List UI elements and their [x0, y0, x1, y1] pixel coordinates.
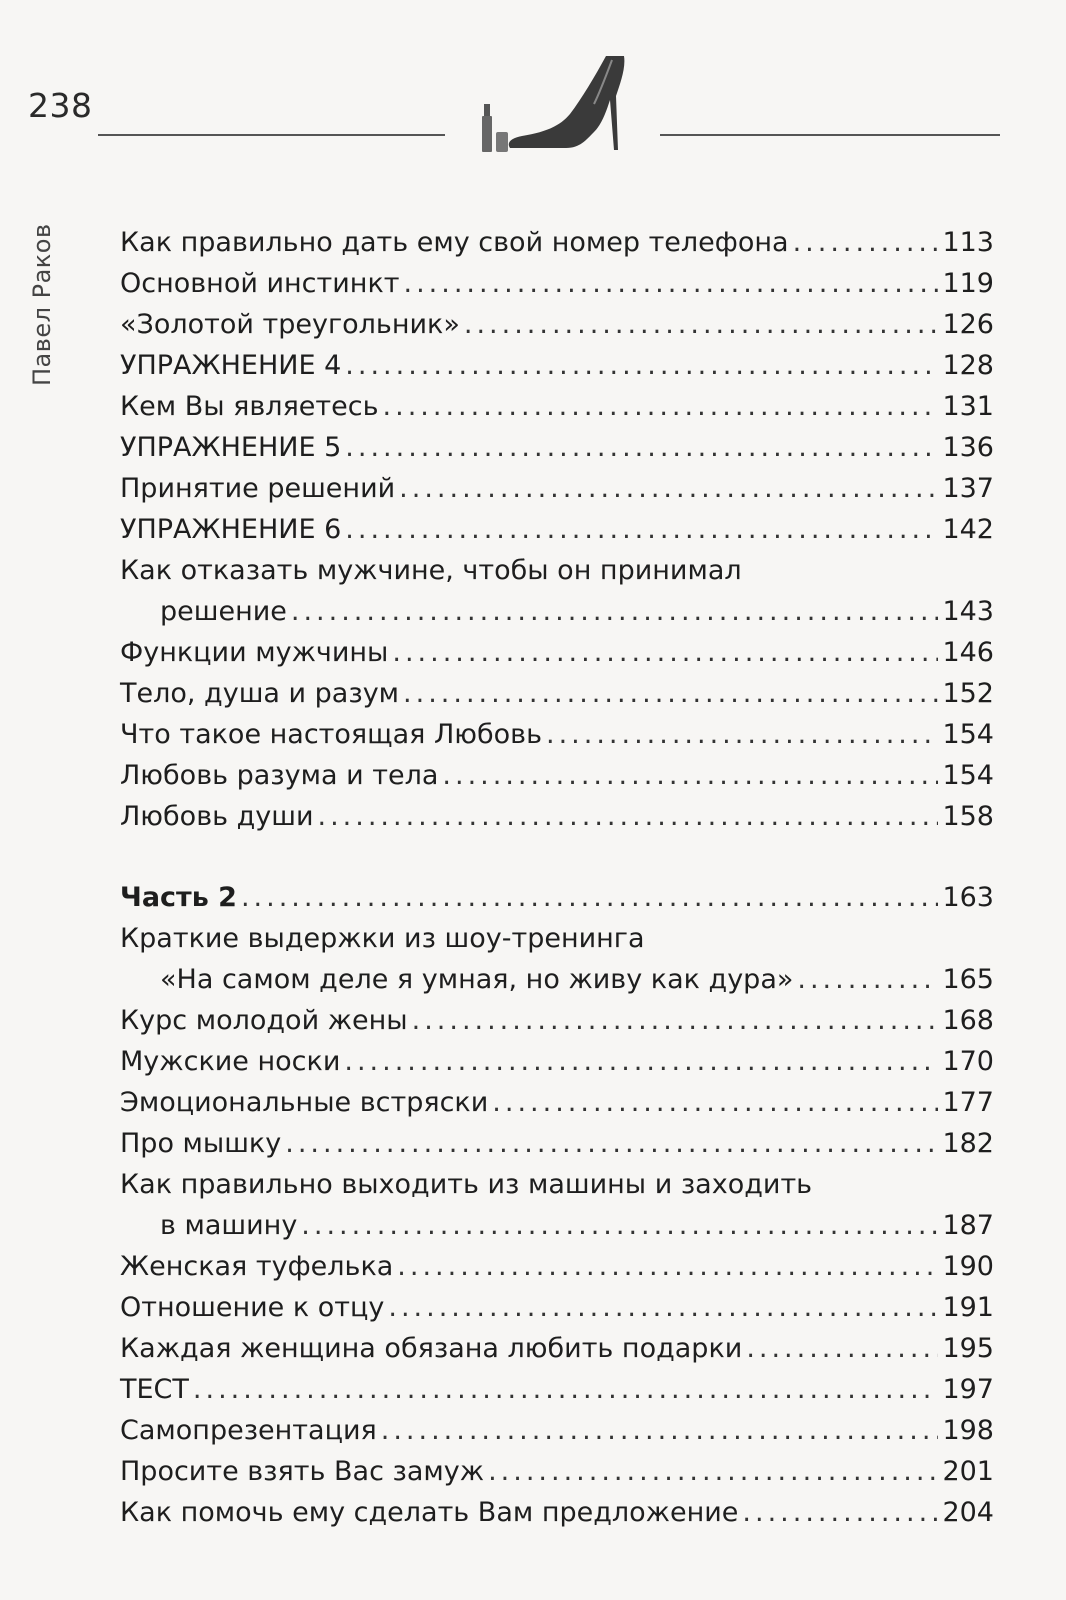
toc-entry — [120, 509, 994, 550]
page-ref: 143 — [942, 596, 994, 627]
entry-title: Тело, душа и разум — [120, 678, 400, 709]
dot-leader — [464, 304, 939, 345]
toc-entry — [120, 550, 994, 632]
toc-entry — [120, 673, 994, 714]
toc-line — [120, 1492, 994, 1533]
entry-title: Как правильно дать ему свой номер телефона — [120, 227, 789, 258]
page-ref: 204 — [942, 1497, 994, 1528]
page-ref: 137 — [942, 473, 994, 504]
toc-entry — [120, 1246, 994, 1287]
dot-leader — [399, 468, 938, 509]
dot-leader — [285, 1123, 938, 1164]
dot-leader — [291, 591, 939, 632]
page-ref: 187 — [942, 1210, 994, 1241]
entry-title: Мужские носки — [120, 1046, 341, 1077]
dot-leader — [488, 1451, 938, 1492]
entry-title: Каждая женщина обязана любить подарки — [120, 1333, 743, 1364]
toc-entry — [120, 386, 994, 427]
toc-entry — [120, 1410, 994, 1451]
toc-line — [120, 1205, 994, 1246]
page-ref: 154 — [942, 760, 994, 791]
page-ref: 182 — [942, 1128, 994, 1159]
entry-title: УПРАЖНЕНИЕ 6 — [120, 514, 342, 545]
page-ref: 195 — [942, 1333, 994, 1364]
dot-leader — [318, 796, 939, 837]
page-number: 238 — [28, 86, 93, 125]
dot-leader — [403, 673, 938, 714]
dot-leader — [383, 386, 939, 427]
header-rule-right — [660, 134, 1000, 136]
toc-line — [120, 509, 994, 550]
entry-title: Что такое настоящая Любовь — [120, 719, 542, 750]
dot-leader — [442, 755, 938, 796]
dot-leader — [546, 714, 938, 755]
entry-title: Женская туфелька — [120, 1251, 394, 1282]
entry-title: Просите взять Вас замуж — [120, 1456, 485, 1487]
toc-entry — [120, 714, 994, 755]
part-title: Часть 2 — [120, 882, 237, 913]
toc-line — [120, 1164, 994, 1205]
entry-title: Отношение к отцу — [120, 1292, 385, 1323]
page-ref: 142 — [942, 514, 994, 545]
table-of-contents — [120, 222, 994, 1533]
toc-entry — [120, 1164, 994, 1246]
toc-part-2-heading — [120, 877, 994, 918]
toc-entry — [120, 796, 994, 837]
toc-line — [120, 1082, 994, 1123]
page-ref: 170 — [942, 1046, 994, 1077]
toc-line — [120, 796, 994, 837]
entry-title: Функции мужчины — [120, 637, 389, 668]
entry-title: «Золотой треугольник» — [120, 309, 460, 340]
toc-line — [120, 591, 994, 632]
toc-line — [120, 263, 994, 304]
page-ref: 165 — [942, 964, 994, 995]
entry-title: Самопрезентация — [120, 1415, 377, 1446]
entry-title: Принятие решений — [120, 473, 396, 504]
page-ref: 177 — [942, 1087, 994, 1118]
page-ref: 158 — [942, 801, 994, 832]
toc-line — [120, 632, 994, 673]
dot-leader — [301, 1205, 938, 1246]
dot-leader — [344, 1041, 938, 1082]
page-ref: 136 — [942, 432, 994, 463]
toc-entry — [120, 1041, 994, 1082]
toc-entry — [120, 304, 994, 345]
dot-leader — [412, 1000, 939, 1041]
toc-line — [120, 1328, 994, 1369]
entry-title: Эмоциональные встряски — [120, 1087, 489, 1118]
toc-entry — [120, 1123, 994, 1164]
toc-line — [120, 427, 994, 468]
toc-entry — [120, 1369, 994, 1410]
entry-title: УПРАЖНЕНИЕ 4 — [120, 350, 342, 381]
page-ref: 197 — [942, 1374, 994, 1405]
toc-entry — [120, 468, 994, 509]
entry-title: Кем Вы являетесь — [120, 391, 379, 422]
dot-leader — [746, 1328, 938, 1369]
entry-title: УПРАЖНЕНИЕ 5 — [120, 432, 342, 463]
dot-leader — [392, 632, 938, 673]
entry-title: в машину — [160, 1210, 298, 1241]
dot-leader — [381, 1410, 939, 1451]
toc-line — [120, 918, 994, 959]
dot-leader — [797, 959, 938, 1000]
dot-leader — [388, 1287, 938, 1328]
toc-line — [120, 673, 994, 714]
entry-title: Про мышку — [120, 1128, 282, 1159]
page-ref: 201 — [942, 1456, 994, 1487]
toc-line — [120, 304, 994, 345]
page-ref: 154 — [942, 719, 994, 750]
toc-line — [120, 1000, 994, 1041]
high-heel-shoe-icon — [482, 48, 642, 156]
dot-leader — [345, 345, 938, 386]
toc-part-1 — [120, 222, 994, 837]
toc-entry — [120, 345, 994, 386]
entry-title: «На самом деле я умная, но живу как дура» — [160, 964, 794, 995]
toc-entry — [120, 1287, 994, 1328]
toc-line — [120, 1451, 994, 1492]
page-ref: 146 — [942, 637, 994, 668]
toc-entry — [120, 755, 994, 796]
entry-title: Как помочь ему сделать Вам предложение — [120, 1497, 739, 1528]
dot-leader — [492, 1082, 938, 1123]
page-ref: 190 — [942, 1251, 994, 1282]
header-rule-left — [98, 134, 445, 136]
page-ref: 126 — [942, 309, 994, 340]
dot-leader — [404, 263, 939, 304]
page-ref: 191 — [942, 1292, 994, 1323]
entry-title: Основной инстинкт — [120, 268, 400, 299]
toc-line — [120, 1410, 994, 1451]
dot-leader — [345, 509, 938, 550]
entry-title: Как правильно выходить из машины и заходить — [120, 1169, 813, 1200]
toc-entry — [120, 1451, 994, 1492]
entry-title: ТЕСТ — [120, 1374, 189, 1405]
toc-line — [120, 386, 994, 427]
toc-entry — [120, 1492, 994, 1533]
page-ref: 113 — [942, 227, 994, 258]
entry-title: Курс молодой жены — [120, 1005, 408, 1036]
entry-title: Краткие выдержки из шоу-тренинга — [120, 923, 645, 954]
dot-leader — [793, 222, 939, 263]
entry-title: Любовь души — [120, 801, 314, 832]
toc-entry — [120, 1328, 994, 1369]
dot-leader — [345, 427, 938, 468]
page-ref: 119 — [942, 268, 994, 299]
toc-entry — [120, 263, 994, 304]
toc-line — [120, 222, 994, 263]
dot-leader — [193, 1369, 939, 1410]
toc-line — [120, 468, 994, 509]
toc-line — [120, 1246, 994, 1287]
page-ref: 152 — [942, 678, 994, 709]
toc-entry — [120, 427, 994, 468]
page-ref: 163 — [942, 882, 994, 913]
entry-title: Как отказать мужчине, чтобы он принимал — [120, 555, 742, 586]
page-ref: 131 — [942, 391, 994, 422]
page-ref: 168 — [942, 1005, 994, 1036]
toc-entry — [120, 222, 994, 263]
dot-leader — [397, 1246, 938, 1287]
toc-line — [120, 959, 994, 1000]
dot-leader — [742, 1492, 938, 1533]
toc-line — [120, 550, 994, 591]
toc-line — [120, 1369, 994, 1410]
toc-entry — [120, 632, 994, 673]
toc-part-2 — [120, 918, 994, 1533]
toc-line — [120, 1123, 994, 1164]
page-ref: 198 — [942, 1415, 994, 1446]
toc-line — [120, 345, 994, 386]
toc-line — [120, 1041, 994, 1082]
toc-line — [120, 714, 994, 755]
entry-title: Любовь разума и тела — [120, 760, 439, 791]
toc-entry — [120, 1000, 994, 1041]
page-ref: 128 — [942, 350, 994, 381]
toc-line — [120, 1287, 994, 1328]
toc-line — [120, 755, 994, 796]
toc-entry — [120, 918, 994, 1000]
entry-title: решение — [160, 596, 287, 627]
dot-leader — [241, 877, 939, 918]
author-name: Павел Раков — [28, 223, 56, 386]
toc-entry — [120, 1082, 994, 1123]
